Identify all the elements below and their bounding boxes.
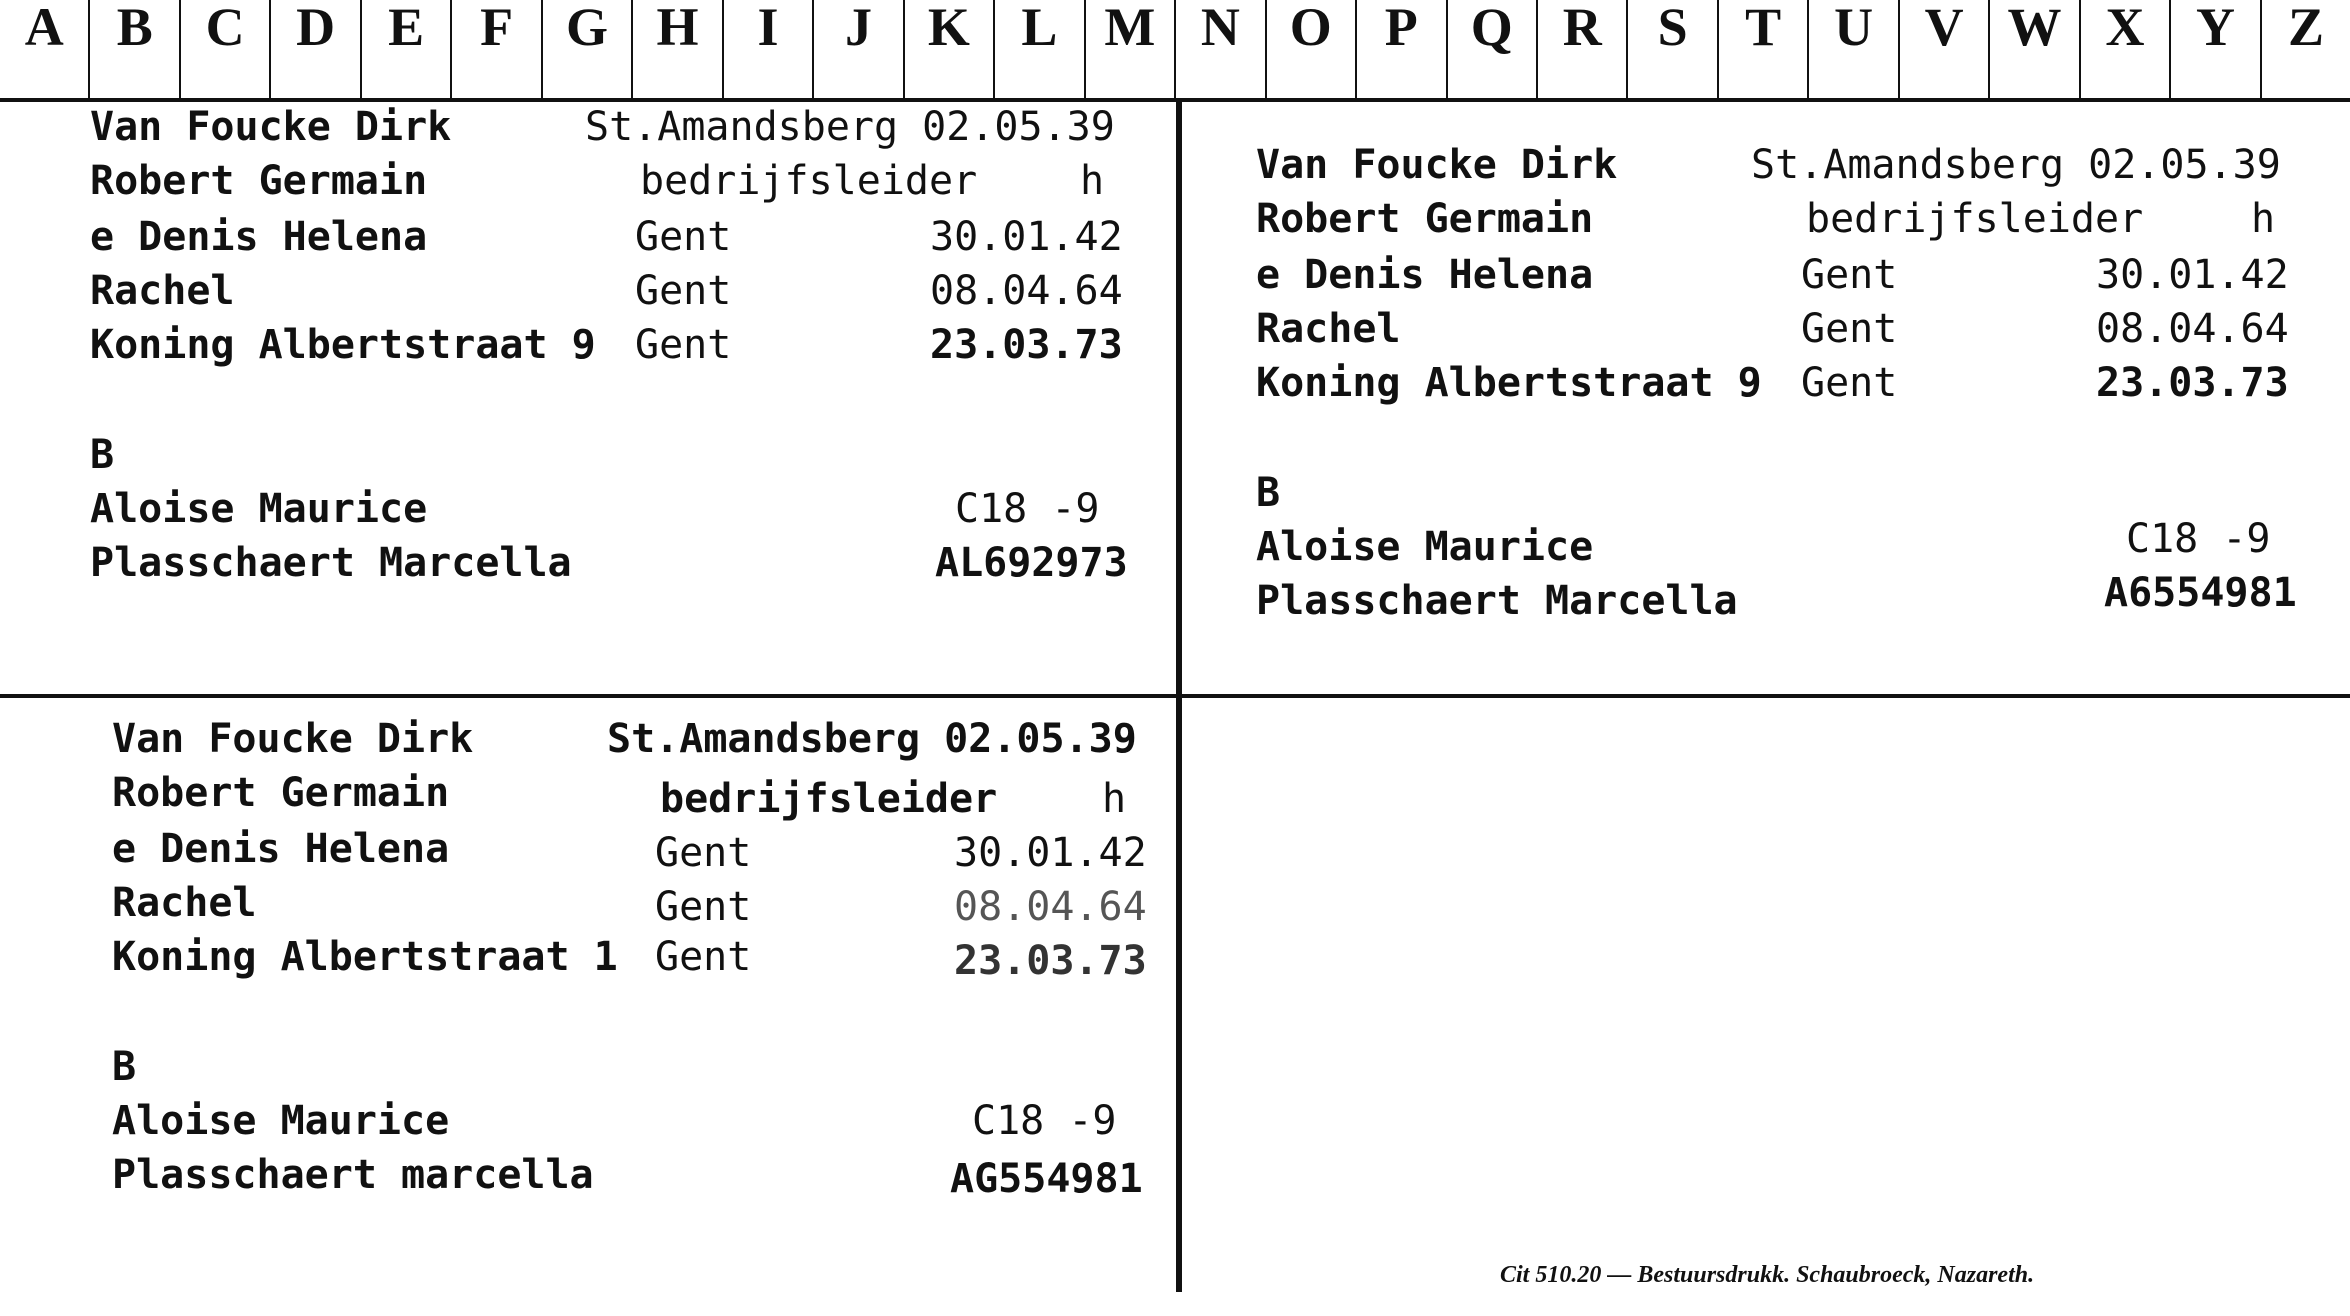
section-letter: B [90,432,115,478]
code-1: C18 -9 [2126,516,2271,562]
father-name: Robert Germain [90,158,428,204]
sex: h [2251,196,2276,242]
person-2: Plasschaert Marcella [90,540,572,586]
child-date: 08.04.64 [930,268,1123,314]
child-name: Rachel [112,880,257,926]
child-date: 08.04.64 [954,884,1147,930]
child-place: Gent [655,884,752,930]
mother-place: Gent [655,830,752,876]
alpha-e: E [362,0,452,98]
alpha-n: N [1176,0,1266,98]
alpha-r: R [1538,0,1628,98]
father-name: Robert Germain [112,770,450,816]
address: Koning Albertstraat 9 [1256,360,1762,406]
mother-date: 30.01.42 [954,830,1147,876]
horizontal-divider [0,694,2350,698]
sex: h [1080,158,1105,204]
head-name: Van Foucke Dirk [112,716,474,762]
birthplace-date: St.Amandsberg 02.05.39 [1751,142,2281,188]
occupation: bedrijfsleider [640,158,978,204]
person-2: Plasschaert marcella [112,1152,594,1198]
occupation: bedrijfsleider [1806,196,2144,242]
address-place: Gent [635,322,732,368]
address-place: Gent [655,934,752,980]
section-letter: B [112,1044,137,1090]
head-name: Van Foucke Dirk [90,104,452,150]
alpha-c: C [181,0,271,98]
person-2: Plasschaert Marcella [1256,578,1738,624]
alpha-j: J [814,0,904,98]
alphabet-index [0,0,2350,102]
alpha-f: F [452,0,542,98]
child-name: Rachel [90,268,235,314]
mother-name: e Denis Helena [112,826,450,872]
address: Koning Albertstraat 1 [112,934,618,980]
child-place: Gent [635,268,732,314]
address-date: 23.03.73 [2096,360,2289,406]
alpha-i: I [724,0,814,98]
sex: h [1102,776,1127,822]
birthplace-date: St.Amandsberg 02.05.39 [585,104,1115,150]
address: Koning Albertstraat 9 [90,322,596,368]
code-2: AG554981 [950,1156,1143,1202]
alpha-o: O [1267,0,1357,98]
alpha-h: H [633,0,723,98]
head-name: Van Foucke Dirk [1256,142,1618,188]
address-date: 23.03.73 [954,938,1147,984]
mother-date: 30.01.42 [2096,252,2289,298]
code-1: C18 -9 [972,1098,1117,1144]
child-date: 08.04.64 [2096,306,2289,352]
alpha-s: S [1628,0,1718,98]
alpha-k: K [905,0,995,98]
printer-imprint: Cit 510.20 — Bestuursdrukk. Schaubroeck, Nazareth. [1500,1262,2035,1288]
person-1: Aloise Maurice [90,486,428,532]
alpha-g: G [543,0,633,98]
address-date: 23.03.73 [930,322,1123,368]
alpha-w: W [1990,0,2080,98]
birthplace-date: St.Amandsberg 02.05.39 [607,716,1137,762]
section-letter: B [1256,470,1281,516]
alpha-a: A [0,0,90,98]
person-1: Aloise Maurice [112,1098,450,1144]
alpha-b: B [90,0,180,98]
alpha-p: P [1357,0,1447,98]
mother-name: e Denis Helena [90,214,428,260]
code-2: A6554981 [2104,570,2297,616]
occupation: bedrijfsleider [660,776,998,822]
mother-place: Gent [1801,252,1898,298]
address-place: Gent [1801,360,1898,406]
alpha-x: X [2081,0,2171,98]
alpha-m: M [1086,0,1176,98]
alpha-d: D [271,0,361,98]
alpha-q: Q [1448,0,1538,98]
child-place: Gent [1801,306,1898,352]
alpha-u: U [1809,0,1899,98]
alpha-y: Y [2171,0,2261,98]
alpha-t: T [1719,0,1809,98]
code-1: C18 -9 [955,486,1100,532]
alpha-v: V [1900,0,1990,98]
person-1: Aloise Maurice [1256,524,1594,570]
code-2: AL692973 [935,540,1128,586]
mother-date: 30.01.42 [930,214,1123,260]
alpha-z: Z [2287,0,2324,57]
father-name: Robert Germain [1256,196,1594,242]
mother-place: Gent [635,214,732,260]
alpha-l: L [995,0,1085,98]
child-name: Rachel [1256,306,1401,352]
mother-name: e Denis Helena [1256,252,1594,298]
